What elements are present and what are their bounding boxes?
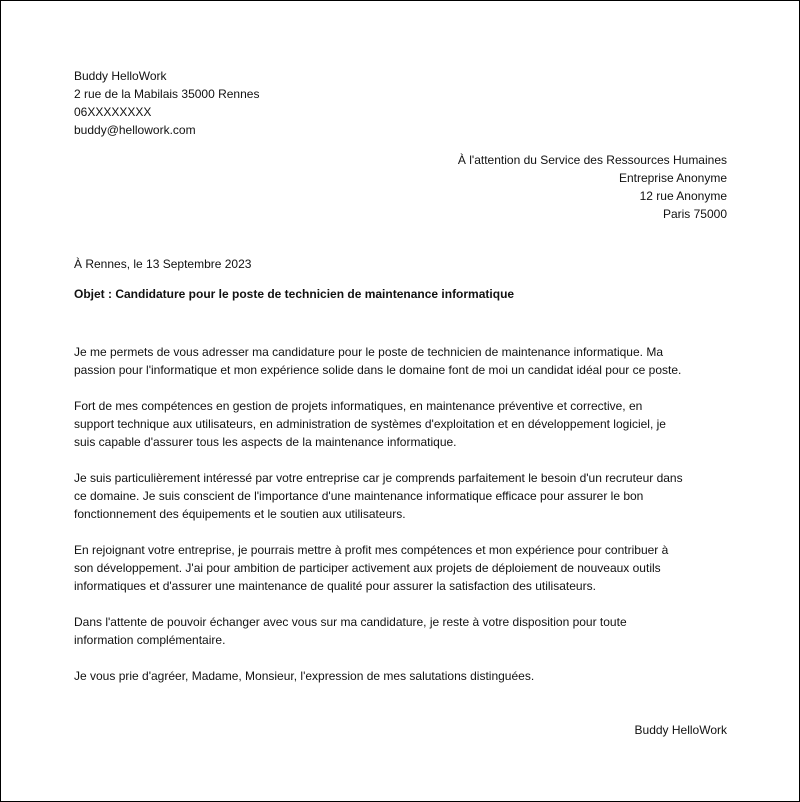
- paragraph-line: Fort de mes compétences en gestion de projets informatiques, en maintenance préventive et corrective, en: [74, 399, 643, 413]
- letter-date: À Rennes, le 13 Septembre 2023: [74, 257, 252, 271]
- paragraph-contribution: [74, 541, 734, 595]
- paragraph-line: information complémentaire.: [74, 633, 226, 647]
- recipient-attention: À l'attention du Service des Ressources Humaines: [457, 153, 727, 167]
- paragraph-line: fonctionnement des équipements et le soutien aux utilisateurs.: [74, 507, 406, 521]
- sender-phone: 06XXXXXXXX: [74, 105, 152, 119]
- paragraph-line: son développement. J'ai pour ambition de participer activement aux projets de déploiement de nouveaux outils: [74, 561, 661, 575]
- sender-name: Buddy HelloWork: [74, 69, 167, 83]
- recipient-block: [327, 151, 727, 223]
- paragraph-line: passion pour l'informatique et mon expérience solide dans le domaine font de moi un candidat idéal pour ce poste.: [74, 363, 682, 377]
- paragraph-line: informatiques et d'assurer une maintenance de qualité pour assurer la satisfaction des utilisateurs.: [74, 579, 596, 593]
- paragraph-line: Dans l'attente de pouvoir échanger avec vous sur ma candidature, je reste à votre disposition pour toute: [74, 615, 627, 629]
- paragraph-line: Je suis particulièrement intéressé par votre entreprise car je comprends parfaitement le besoin d'un recruteur dans: [74, 471, 683, 485]
- sender-address: 2 rue de la Mabilais 35000 Rennes: [74, 87, 260, 101]
- paragraph-intro: [74, 343, 734, 379]
- sender-email: buddy@hellowork.com: [74, 123, 196, 137]
- paragraph-line: support technique aux utilisateurs, en administration de systèmes d'exploitation et en développement logiciel, je: [74, 417, 666, 431]
- paragraph-availability: [74, 613, 734, 649]
- signature: Buddy HelloWork: [634, 723, 727, 737]
- sender-block: [74, 67, 474, 139]
- recipient-street: 12 rue Anonyme: [639, 189, 727, 203]
- paragraph-line: ce domaine. Je suis conscient de l'importance d'une maintenance informatique efficace pour assurer le bon: [74, 489, 644, 503]
- paragraph-skills: [74, 397, 734, 451]
- paragraph-motivation: [74, 469, 734, 523]
- paragraph-line: suis capable d'assurer tous les aspects de la maintenance informatique.: [74, 435, 457, 449]
- paragraph-line: En rejoignant votre entreprise, je pourrais mettre à profit mes compétences et mon expérience pour contribuer à: [74, 543, 669, 557]
- paragraph-line: Je vous prie d'agréer, Madame, Monsieur, l'expression de mes salutations distinguées.: [74, 669, 535, 683]
- paragraph-closing: [74, 667, 734, 685]
- letter-subject: Objet : Candidature pour le poste de technicien de maintenance informatique: [74, 287, 515, 301]
- recipient-city: Paris 75000: [662, 207, 727, 221]
- paragraph-line: Je me permets de vous adresser ma candidature pour le poste de technicien de maintenance informatique. Ma: [74, 345, 663, 359]
- recipient-company: Entreprise Anonyme: [618, 171, 727, 185]
- letter-body: [74, 343, 734, 703]
